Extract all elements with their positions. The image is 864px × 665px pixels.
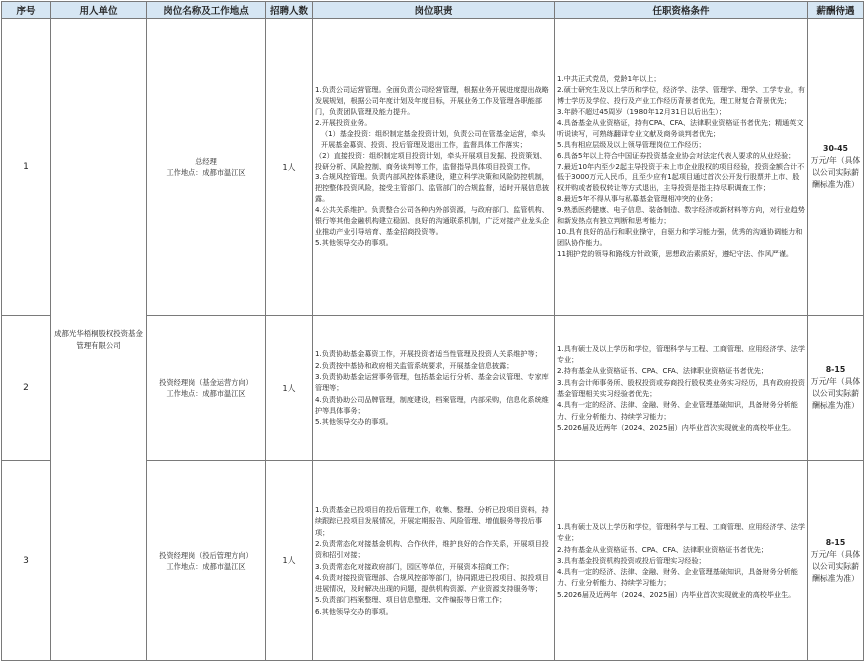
work-location: 工作地点：成都市温江区: [166, 168, 246, 177]
requirement-item: 3.具有基金投资机构投资或投后管理实习经验；: [557, 555, 706, 565]
requirement-item: 2.持有基金从业资格证书、CPA、CFA、法律职业资格证书者优先；: [557, 544, 768, 554]
employer-cell: 成都光华梧桐股权投资基金管理有限公司: [51, 19, 147, 661]
duty-item: 1.负责基金已投项目的投后管理工作，收集、整理、分析已投项目资料，持续跟踪已投项目发展情况，开展定期报告、风险管理、增值服务等投后事项；: [315, 505, 549, 537]
requirement-item: 3.年龄不超过45周岁（1980年12月31日以后出生）；: [557, 107, 726, 117]
salary-range: 8-15: [825, 365, 846, 374]
requirement-item: 5.2026届及近两年（2024、2025届）内毕业首次实现就业的高校毕业生。: [557, 589, 796, 599]
requirement-item: 4.具有一定的经济、法律、金融、财务、企业管理基础知识，具备财务分析能力、行业分析能力、持续学习能力；: [557, 567, 798, 588]
requirement-item: 9.熟悉医药健康、电子信息、装备制造、数字经济或新材料等方向，对行业趋势和新发热点有独立判断和思考能力；: [557, 205, 805, 226]
duty-item: 2.开展投资业务。: [315, 117, 372, 127]
work-location: 工作地点：成都市温江区: [166, 561, 246, 571]
position-name: 投资经理岗（投后管理方向）: [159, 550, 253, 560]
header-position: 岗位名称及工作地点: [147, 2, 266, 19]
recruitment-table: [1, 1, 864, 661]
table-row: [2, 19, 864, 316]
header-salary: 薪酬待遇: [808, 2, 864, 19]
row-seq: 3: [2, 461, 51, 661]
position-name: 总经理: [195, 157, 217, 166]
requirement-item: 7.最近10年内至少2起主导投资于未上市企业股权的项目经验，投资金额合计不低于3000万元人民币，且至少应有1起项目通过首次公开发行股票并上市、股权并购或者股权转让等方式退出，主导投资是指主持尽职调查工作；: [557, 161, 805, 193]
duty-item: 3.负责协助基金运营事务管理，包括基金运行分析、基金会议管理、专家库管理等；: [315, 372, 549, 393]
header-unit: 用人单位: [51, 2, 147, 19]
duty-item: 2.负责常态化对接基金机构、合作伙伴，维护良好的合作关系，开展项目投资和招引对接；: [315, 538, 549, 560]
requirement-item: 2.硕士研究生及以上学历和学位，经济学、法学、管理学、理学、工学专业，有博士学历及学位、投行及产业工作经历背景者优先，理工财复合背景优先；: [557, 85, 805, 106]
requirement-item: 4.具有一定的经济、法律、金融、财务、企业管理基础知识，具备财务分析能力、行业分析能力、持续学习能力；: [557, 400, 798, 421]
duty-item: 1.负责公司运营管理。全面负责公司经营管理，根据业务开展进度提出战略发展规划，根据公司年度计划及年度目标，开展业务工作及管理各职能部门，负责团队管理及能力提升。: [315, 85, 549, 117]
header-requirements: 任职资格条件: [555, 2, 808, 19]
position-cell: [147, 316, 266, 461]
duties-cell: [313, 316, 555, 461]
requirement-item: 4.具备基金从业资格证，持有CPA、CFA、法律职业资格证书者优先；精通英文听说读写，可熟练翻译专业文献及商务谈判者优先；: [557, 117, 804, 138]
requirement-item: 6.具备5年以上符合中国证券投资基金业协会对法定代表人要求的从业经验；: [557, 150, 796, 160]
requirement-item: 1.具有硕士及以上学历和学位，管理科学与工程、工商管理、应用经济学、法学专业；: [557, 343, 805, 365]
duty-item: 3.合规风控管理。负责内部风控体系建设，建立科学决策和风险防控机制，把控整体投资风险，接受主管部门、监管部门的合规监督，适时开展信息披露。: [315, 172, 550, 204]
header-count: 招聘人数: [266, 2, 313, 19]
requirement-item: 10.具有良好的品行和职业操守，自驱力和学习能力强，优秀的沟通协调能力和团队协作能力。: [557, 226, 803, 247]
salary-cell: [808, 461, 864, 661]
header-row: [2, 2, 864, 19]
recruitment-page: [0, 1, 864, 665]
requirement-item: 1.中共正式党员，党龄1年以上；: [557, 74, 661, 84]
table-body: [2, 19, 864, 661]
work-location: 工作地点：成都市温江区: [166, 389, 246, 398]
row-seq: 1: [2, 19, 51, 316]
requirement-item: 2.持有基金从业资格证书、CPA、CFA、法律职业资格证书者优先；: [557, 366, 768, 376]
duty-item: 5.负责部门档案整理、项目信息整理、文件编报等日常工作；: [315, 595, 507, 605]
header-duties: 岗位职责: [313, 2, 555, 19]
duty-item: 6.其他领导交办的事项。: [315, 606, 393, 616]
duty-item: 4.负责协助公司品牌管理，制度建设，档案管理，内部采购，信息化系统维护等具体事务；: [315, 394, 549, 415]
duty-item: （1）基金投资：组织制定基金投资计划，负责公司在管基金运营，牵头开展基金募资、投资、投后管理及退出工作，监督具体工作落实；: [321, 128, 546, 149]
duty-item: （2）直接投资：组织制定项目投资计划，牵头开展项目发掘、投资策划、投研分析、风险控制、商务谈判等工作，监督指导具体项目投资工作。: [315, 150, 547, 171]
requirement-item: 5.2026届及近两年（2024、2025届）内毕业首次实现就业的高校毕业生。: [557, 422, 796, 432]
duty-item: 4.公共关系维护。负责整合公司各种内外部资源，与政府部门、监管机构、银行等其他金融机构建立稳固、良好的沟通联系机制，广泛对接产业龙头企业推动产业引导培育、基金招商投资等。: [315, 205, 550, 236]
duty-item: 3.负责常态化对接政府部门，园区等单位，开展资本招商工作；: [315, 561, 514, 571]
position-name: 投资经理岗（基金运营方向）: [159, 378, 253, 387]
duty-item: 2.负责按中基协和政府相关监管系统要求，开展基金信息披露；: [315, 360, 514, 370]
position-cell: [147, 19, 266, 316]
row-seq: 2: [2, 316, 51, 461]
requirement-item: 8.最近5年不得从事与私募基金管理相冲突的业务；: [557, 194, 718, 204]
requirement-item: 11拥护党的领导和路线方针政策，思想政治素质好，遵纪守法、作风严谨。: [557, 248, 794, 258]
salary-cell: [808, 316, 864, 461]
duty-item: 1.负责协助基金募资工作，开展投资者适当性管理及投资人关系维护等；: [315, 349, 542, 359]
table-header: [2, 2, 864, 19]
salary-range: 8-15: [825, 537, 846, 547]
duty-item: 4.负责对接投资管理部、合规风控部等部门，协同跟进已投项目、拟投项目进展情况，及时解决出现的问题，提供机构资源、产业资源支持服务等；: [315, 572, 549, 594]
requirements-cell: [555, 19, 808, 316]
position-cell: [147, 461, 266, 661]
salary-cell: [808, 19, 864, 316]
duty-item: 5.其他领导交办的事项。: [315, 237, 393, 247]
duties-cell: [313, 19, 555, 316]
requirement-item: 3.具有会计师事务所、股权投资或券商投行股权类业务实习经历，具有政府投资基金管理相关实习经验者优先；: [557, 377, 805, 398]
duties-cell: [313, 461, 555, 661]
header-seq: 序号: [2, 2, 51, 19]
requirement-item: 1.具有硕士及以上学历和学位，管理科学与工程、工商管理、应用经济学、法学专业；: [557, 521, 805, 543]
requirements-cell: [555, 461, 808, 661]
requirements-cell: [555, 316, 808, 461]
headcount-cell: 1人: [266, 461, 313, 661]
requirement-item: 5.具有相应层级及以上领导管理岗位工作经历；: [557, 139, 706, 149]
headcount-cell: 1人: [266, 316, 313, 461]
salary-note: 万元/年（具体以公司实际薪酬标准为准）: [810, 549, 861, 583]
salary-note: 万元/年（具体以公司实际薪酬标准为准）: [810, 377, 861, 410]
duty-item: 5.其他领导交办的事项。: [315, 417, 393, 427]
headcount-cell: 1人: [266, 19, 313, 316]
salary-note: 万元/年（具体以公司实际薪酬标准为准）: [810, 156, 861, 189]
salary-range: 30-45: [823, 144, 848, 153]
